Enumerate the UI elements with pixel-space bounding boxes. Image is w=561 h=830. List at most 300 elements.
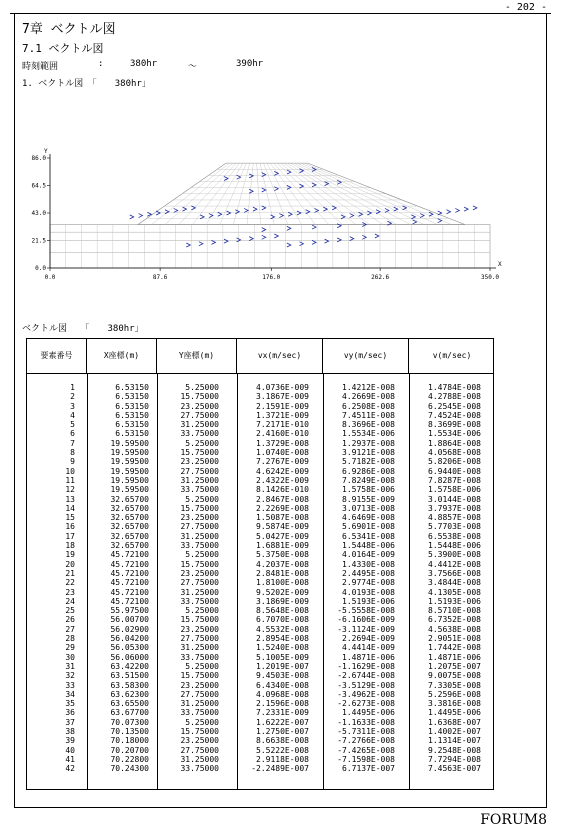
- table-row: [27, 690, 493, 699]
- table-cell: 33: [65, 680, 75, 690]
- table-cell: 35: [65, 699, 75, 709]
- table-cell: 1.6368E-007: [428, 717, 481, 727]
- table-cell: 32.65700: [110, 531, 149, 541]
- table-cell: 33.75000: [180, 485, 219, 495]
- table-cell: 37: [65, 717, 75, 727]
- time-range-tilde: 〜: [188, 62, 198, 72]
- velocity-vector: [350, 214, 354, 218]
- table-cell: 27.75000: [180, 689, 219, 699]
- table-cell: 1.4212E-008: [342, 383, 395, 392]
- table-cell: 2.9118E-008: [256, 754, 309, 764]
- table-cell: 1.5448E-006: [428, 541, 481, 551]
- table-cell: 1.3721E-009: [256, 410, 309, 420]
- footer-brand: FORUM8: [480, 812, 547, 828]
- table-cell: 24: [65, 596, 75, 606]
- velocity-vector: [385, 208, 389, 212]
- table-cell: 9: [70, 457, 75, 467]
- table-cell: 8.5710E-008: [428, 606, 481, 616]
- table-cell: 1.5193E-006: [428, 596, 481, 606]
- table-cell: 32.65700: [110, 513, 149, 523]
- table-row: [27, 392, 493, 401]
- table-cell: -6.1606E-009: [337, 615, 395, 625]
- table-cell: 23.25000: [180, 680, 219, 690]
- table-cell: 6.9286E-008: [342, 466, 395, 476]
- table-cell: -7.2766E-008: [337, 736, 395, 746]
- table-cell: 23.25000: [180, 736, 219, 746]
- table-cell: 70.24300: [110, 764, 149, 774]
- table-cell: -3.5129E-008: [337, 680, 395, 690]
- col-header-element: 要素番号: [27, 339, 87, 373]
- velocity-vector: [211, 240, 215, 244]
- table-cell: -5.5558E-008: [337, 606, 395, 616]
- table-cell: 1: [70, 383, 75, 392]
- table-row: [27, 495, 493, 504]
- table-row: [27, 764, 493, 773]
- velocity-vector: [367, 211, 371, 215]
- table-cell: 5.8206E-008: [428, 457, 481, 467]
- table-row: [27, 708, 493, 717]
- velocity-vector: [438, 219, 442, 223]
- velocity-vector: [375, 234, 379, 238]
- table-cell: 9.5202E-009: [256, 587, 309, 597]
- table-cell: 1.5193E-006: [342, 596, 395, 606]
- table-cell: 5.25000: [185, 438, 219, 448]
- table-cell: 2.9051E-008: [428, 634, 481, 644]
- velocity-vector: [249, 189, 253, 193]
- table-cell: 7.4563E-007: [428, 764, 481, 774]
- velocity-vector: [183, 207, 187, 211]
- table-cell: -1.1629E-008: [337, 661, 395, 671]
- table-cell: 3: [70, 401, 75, 411]
- table-row: [27, 476, 493, 485]
- table-cell: 5.6901E-008: [342, 522, 395, 532]
- table-cell: 1.5087E-008: [256, 513, 309, 523]
- table-cell: 63.67700: [110, 708, 149, 718]
- velocity-vector: [274, 234, 278, 238]
- table-cell: 6.53150: [115, 383, 149, 392]
- table-cell: 45.72100: [110, 587, 149, 597]
- table-cell: -7.1598E-008: [337, 754, 395, 764]
- table-cell: 12: [65, 485, 75, 495]
- table-cell: 1.5534E-006: [428, 429, 481, 439]
- table-cell: 20: [65, 559, 75, 569]
- table-cell: -2.2489E-007: [251, 764, 309, 774]
- table-cell: 7.4511E-008: [342, 410, 395, 420]
- velocity-vector: [199, 242, 203, 246]
- table-row: [27, 662, 493, 671]
- table-cell: 6.53150: [115, 429, 149, 439]
- table-cell: 31.25000: [180, 587, 219, 597]
- velocity-vector: [323, 207, 327, 211]
- table-cell: 27.75000: [180, 745, 219, 755]
- table-cell: 5: [70, 420, 75, 430]
- table-header: [27, 339, 493, 374]
- table-row: [27, 467, 493, 476]
- table-cell: 5.2596E-008: [428, 689, 481, 699]
- velocity-vector: [235, 210, 239, 214]
- table-cell: 1.4002E-007: [428, 726, 481, 736]
- x-tick-label: 87.6: [152, 274, 168, 281]
- table-cell: 9.4503E-008: [256, 671, 309, 681]
- table-cell: 30: [65, 652, 75, 662]
- velocity-vector: [315, 208, 319, 212]
- table-cell: 27: [65, 624, 75, 634]
- table-cell: 1.5534E-006: [342, 429, 395, 439]
- table-cell: 7.8287E-008: [428, 475, 481, 485]
- table-cell: 1.0740E-008: [256, 448, 309, 458]
- table-cell: 1.8864E-008: [428, 438, 481, 448]
- table-cell: 63.42200: [110, 661, 149, 671]
- velocity-vector: [262, 188, 266, 192]
- table-cell: 4.4414E-009: [342, 643, 395, 653]
- time-range-colon: :: [98, 59, 104, 69]
- time-range-end: 390hr: [236, 59, 264, 69]
- table-row: [27, 671, 493, 680]
- time-range-label: 時刻範囲: [22, 62, 59, 72]
- table-cell: 4.2669E-008: [342, 392, 395, 402]
- velocity-vector: [279, 214, 283, 218]
- table-cell: 3.3816E-008: [428, 699, 481, 709]
- table-cell: 3.1869E-009: [256, 596, 309, 606]
- table-cell: 19: [65, 550, 75, 560]
- table-cell: -1.1633E-008: [337, 717, 395, 727]
- table-cell: -3.1124E-009: [337, 624, 395, 634]
- table-cell: 6.5538E-008: [428, 531, 481, 541]
- table-row: [27, 727, 493, 736]
- velocity-vector: [287, 185, 291, 189]
- table-row: [27, 513, 493, 522]
- time-range-start: 380hr: [130, 59, 158, 69]
- table-cell: 4.0164E-009: [342, 550, 395, 560]
- table-cell: 1.6881E-009: [256, 541, 309, 551]
- table-cell: 32.65700: [110, 503, 149, 513]
- table-cell: 45.72100: [110, 559, 149, 569]
- table-cell: 31.25000: [180, 643, 219, 653]
- table-cell: 15.75000: [180, 503, 219, 513]
- table-row: [27, 681, 493, 690]
- table-cell: 31: [65, 661, 75, 671]
- table-cell: 23.25000: [180, 401, 219, 411]
- table-row: [27, 560, 493, 569]
- table-cell: 8.6638E-008: [256, 736, 309, 746]
- table-cell: 4.5532E-008: [256, 624, 309, 634]
- table-cell: 4.6242E-009: [256, 466, 309, 476]
- table-cell: 33.75000: [180, 429, 219, 439]
- velocity-vector: [165, 210, 169, 214]
- table-cell: 1.2019E-007: [256, 661, 309, 671]
- velocity-vector: [274, 187, 278, 191]
- velocity-vector: [359, 212, 363, 216]
- table-cell: 5.5222E-008: [256, 745, 309, 755]
- table-cell: 1.6222E-007: [256, 717, 309, 727]
- table-cell: 3.9121E-008: [342, 448, 395, 458]
- velocity-vector: [325, 182, 329, 186]
- velocity-vector: [262, 206, 266, 210]
- table-row: [27, 448, 493, 457]
- table-cell: 29: [65, 643, 75, 653]
- table-row: [27, 578, 493, 587]
- table-cell: 40: [65, 745, 75, 755]
- table-cell: 2.8467E-008: [256, 494, 309, 504]
- table-cell: 19.59500: [110, 457, 149, 467]
- table-cell: 2.4322E-009: [256, 475, 309, 485]
- velocity-vector: [420, 214, 424, 218]
- table-cell: 27.75000: [180, 410, 219, 420]
- velocity-vector: [287, 226, 291, 230]
- velocity-vector: [288, 212, 292, 216]
- table-cell: 15.75000: [180, 615, 219, 625]
- table-cell: 5.1005E-009: [256, 652, 309, 662]
- table-cell: 4.0193E-008: [342, 587, 395, 597]
- table-cell: 63.58300: [110, 680, 149, 690]
- table-cell: 2.8954E-008: [256, 634, 309, 644]
- table-row: [27, 606, 493, 615]
- table-cell: 1.5448E-006: [342, 541, 395, 551]
- table-cell: 2.1591E-009: [256, 401, 309, 411]
- table-cell: 4.1305E-008: [428, 587, 481, 597]
- velocity-vector: [287, 170, 291, 174]
- table-cell: 1.2937E-008: [342, 438, 395, 448]
- table-row: [27, 718, 493, 727]
- table-cell: 4.5638E-008: [428, 624, 481, 634]
- table-body: [27, 383, 493, 773]
- velocity-vector: [262, 235, 266, 239]
- table-caption: ベクトル図 「 380hr」: [22, 324, 144, 334]
- table-cell: 27.75000: [180, 634, 219, 644]
- table-cell: 15.75000: [180, 559, 219, 569]
- table-cell: 23.25000: [180, 568, 219, 578]
- table-cell: 70.18000: [110, 736, 149, 746]
- table-row: [27, 588, 493, 597]
- velocity-vector: [186, 243, 190, 247]
- table-cell: 15.75000: [180, 726, 219, 736]
- table-cell: 23: [65, 587, 75, 597]
- table-cell: 8.9155E-009: [342, 494, 395, 504]
- table-cell: 2.4160E-010: [256, 429, 309, 439]
- table-cell: 17: [65, 531, 75, 541]
- table-cell: 3.7937E-008: [428, 503, 481, 513]
- velocity-vector: [130, 215, 134, 219]
- table-cell: 32.65700: [110, 494, 149, 504]
- table-cell: 9.2548E-008: [428, 745, 481, 755]
- section-title: 7.1 ベクトル図: [22, 42, 104, 55]
- velocity-vector: [249, 237, 253, 241]
- table-cell: 70.22800: [110, 754, 149, 764]
- table-cell: 4.2037E-008: [256, 559, 309, 569]
- table-cell: -2.6273E-008: [337, 699, 395, 709]
- velocity-vector: [287, 243, 291, 247]
- velocity-vector: [274, 171, 278, 175]
- table-row: [27, 439, 493, 448]
- table-cell: 42: [65, 764, 75, 774]
- vector-chart: [20, 148, 510, 288]
- table-cell: 4.8857E-008: [428, 513, 481, 523]
- velocity-vector: [312, 240, 316, 244]
- table-cell: 2.2694E-009: [342, 634, 395, 644]
- velocity-vector: [447, 210, 451, 214]
- table-cell: 4.2788E-008: [428, 392, 481, 402]
- velocity-vector: [237, 175, 241, 179]
- x-axis-label: X: [498, 261, 502, 268]
- table-cell: 7.4524E-008: [428, 410, 481, 420]
- x-tick-label: 176.0: [262, 274, 281, 281]
- velocity-vector: [312, 168, 316, 172]
- table-cell: 31.25000: [180, 475, 219, 485]
- table-cell: 7.7294E-008: [428, 754, 481, 764]
- velocity-vector: [244, 208, 248, 212]
- y-tick-label: 21.5: [31, 237, 46, 245]
- velocity-vector: [376, 210, 380, 214]
- table-row: [27, 653, 493, 662]
- table-cell: 1.3729E-008: [256, 438, 309, 448]
- table-cell: 1.2075E-007: [428, 661, 481, 671]
- table-cell: 33.75000: [180, 596, 219, 606]
- y-tick-label: 86.0: [31, 155, 46, 162]
- table-cell: 33.75000: [180, 652, 219, 662]
- table-cell: 6.7352E-008: [428, 615, 481, 625]
- table-cell: 1.5758E-006: [428, 485, 481, 495]
- x-tick-label: 262.6: [371, 274, 390, 281]
- velocity-vector: [224, 176, 228, 180]
- x-tick-label: 350.0: [480, 274, 500, 281]
- table-cell: 6: [70, 429, 75, 439]
- velocity-vector: [262, 228, 266, 232]
- table-cell: 56.00700: [110, 615, 149, 625]
- y-tick-label: 0.0: [35, 265, 46, 272]
- table-row: [27, 411, 493, 420]
- table-row: [27, 504, 493, 513]
- table-cell: 19.59500: [110, 448, 149, 458]
- velocity-vector: [262, 173, 266, 177]
- velocity-vector: [174, 208, 178, 212]
- table-cell: 32: [65, 671, 75, 681]
- table-row: [27, 755, 493, 764]
- table-cell: 33.75000: [180, 708, 219, 718]
- table-row: [27, 532, 493, 541]
- table-cell: 2.1596E-008: [256, 699, 309, 709]
- velocity-vector: [464, 207, 468, 211]
- table-cell: 2.9774E-008: [342, 578, 395, 588]
- table-cell: 45.72100: [110, 550, 149, 560]
- table-cell: 6.2508E-008: [342, 401, 395, 411]
- table-cell: 6.7137E-007: [342, 764, 395, 774]
- table-row: [27, 522, 493, 531]
- velocity-vector: [350, 237, 354, 241]
- table-cell: 8.3696E-008: [342, 420, 395, 430]
- table-cell: 5.0427E-009: [256, 531, 309, 541]
- velocity-vector: [403, 206, 407, 210]
- velocity-vector: [325, 239, 329, 243]
- table-cell: 9.0075E-008: [428, 671, 481, 681]
- table-cell: 5.25000: [185, 661, 219, 671]
- table-row: [27, 634, 493, 643]
- velocity-vector: [249, 174, 253, 178]
- table-cell: 4.4412E-008: [428, 559, 481, 569]
- table-cell: -3.4962E-008: [337, 689, 395, 699]
- table-row: [27, 569, 493, 578]
- table-cell: 3.0144E-008: [428, 494, 481, 504]
- page-number: - 202 -: [504, 2, 547, 13]
- table-cell: 14: [65, 503, 75, 513]
- table-row: [27, 383, 493, 392]
- table-cell: 45.72100: [110, 568, 149, 578]
- table-cell: 15.75000: [180, 671, 219, 681]
- table-row: [27, 746, 493, 755]
- table-cell: 5.25000: [185, 494, 219, 504]
- table-row: [27, 550, 493, 559]
- velocity-vector: [337, 238, 341, 242]
- velocity-vector: [473, 206, 477, 210]
- table-cell: 45.72100: [110, 578, 149, 588]
- table-cell: 1.5240E-008: [256, 643, 309, 653]
- table-cell: 6.53150: [115, 420, 149, 430]
- table-cell: 9.5874E-009: [256, 522, 309, 532]
- col-header-vy: vy(m/sec): [323, 339, 409, 373]
- table-cell: 56.05300: [110, 643, 149, 653]
- table-cell: 8.1426E-010: [256, 485, 309, 495]
- col-header-x: X座標(m): [87, 339, 157, 373]
- table-cell: 56.06000: [110, 652, 149, 662]
- table-row: [27, 699, 493, 708]
- velocity-vector: [253, 207, 257, 211]
- table-cell: 2.2269E-008: [256, 503, 309, 513]
- table-row: [27, 541, 493, 550]
- table-cell: 33.75000: [180, 764, 219, 774]
- vector-layer: [130, 168, 477, 247]
- table-cell: 6.7070E-008: [256, 615, 309, 625]
- table-cell: 6.2545E-008: [428, 401, 481, 411]
- table-row: [27, 429, 493, 438]
- table-cell: 3.7566E-008: [428, 568, 481, 578]
- table-cell: 5.25000: [185, 606, 219, 616]
- table-cell: 27.75000: [180, 578, 219, 588]
- table-cell: 7.3305E-008: [428, 680, 481, 690]
- table-row: [27, 597, 493, 606]
- table-cell: 33.75000: [180, 541, 219, 551]
- table-cell: 1.4495E-006: [428, 708, 481, 718]
- table-row: [27, 420, 493, 429]
- table-cell: 5.7182E-008: [342, 457, 395, 467]
- velocity-vector: [429, 212, 433, 216]
- table-cell: 56.04200: [110, 634, 149, 644]
- table-cell: 3.1867E-009: [256, 392, 309, 402]
- table-cell: 63.62300: [110, 689, 149, 699]
- table-cell: 23.25000: [180, 457, 219, 467]
- table-cell: 15.75000: [180, 392, 219, 402]
- velocity-vector: [139, 214, 143, 218]
- table-cell: 5.3750E-008: [256, 550, 309, 560]
- table-cell: 4.0968E-008: [256, 689, 309, 699]
- table-cell: 1.4495E-006: [342, 708, 395, 718]
- table-cell: 1.5758E-006: [342, 485, 395, 495]
- table-cell: 26: [65, 615, 75, 625]
- table-cell: 4.6469E-008: [342, 513, 395, 523]
- table-cell: 8.3699E-008: [428, 420, 481, 430]
- table-cell: 55.97500: [110, 606, 149, 616]
- table-cell: 4: [70, 410, 75, 420]
- velocity-vector: [224, 239, 228, 243]
- table-cell: 27.75000: [180, 522, 219, 532]
- table-row: [27, 485, 493, 494]
- table-cell: 70.07300: [110, 717, 149, 727]
- table-row: [27, 643, 493, 652]
- table-cell: 39: [65, 736, 75, 746]
- table-cell: 8.5648E-008: [256, 606, 309, 616]
- table-cell: 38: [65, 726, 75, 736]
- table-cell: 31.25000: [180, 699, 219, 709]
- table-cell: 5.3900E-008: [428, 550, 481, 560]
- table-row: [27, 615, 493, 624]
